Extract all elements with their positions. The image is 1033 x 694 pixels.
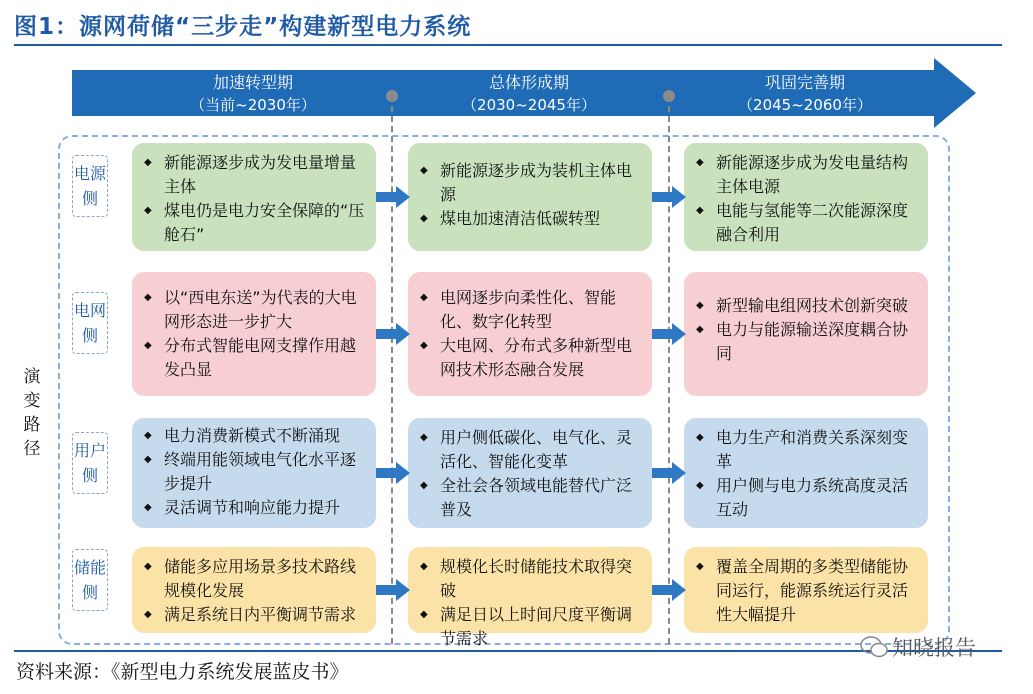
phase-2-period: （2030~2045年） xyxy=(462,96,596,114)
cell-grid-phase3 xyxy=(684,272,928,396)
list-item: ◆ 储能多应用场景多技术路线规模化发展 xyxy=(144,555,366,603)
list-item: ◆ 以“西电东送”为代表的大电网形态进一步扩大 xyxy=(144,286,366,334)
list-item: ◆ 新能源逐步成为发电量结构主体电源 xyxy=(696,151,918,199)
cell-grid-phase2 xyxy=(408,272,652,396)
arrow-right-icon xyxy=(652,462,686,484)
cell-storage-phase1 xyxy=(132,547,376,633)
list-item: ◆ 满足日以上时间尺度平衡调节需求 xyxy=(420,603,642,651)
arrow-right-icon xyxy=(652,323,686,345)
source-note: 资料来源：《新型电力系统发展蓝皮书》 xyxy=(16,661,349,683)
phase-2 xyxy=(404,72,654,116)
list-item: ◆ 分布式智能电网支撑作用越发凸显 xyxy=(144,334,366,382)
watermark: 知晓报告 xyxy=(892,636,976,660)
list-item: ◆ 终端用能领域电气化水平逐步提升 xyxy=(144,448,366,496)
list-item: ◆ 覆盖全周期的多类型储能协同运行，能源系统运行灵活性大幅提升 xyxy=(696,555,918,627)
arrow-right-icon xyxy=(376,186,410,208)
phase-3-name: 巩固完善期 xyxy=(764,73,845,92)
list-item: ◆ 规模化长时储能技术取得突破 xyxy=(420,555,642,603)
phase-divider-1 xyxy=(391,96,393,644)
row-label-grid: 电网侧 xyxy=(72,292,108,354)
list-item: ◆ 电力消费新模式不断涌现 xyxy=(144,424,366,448)
arrow-right-icon xyxy=(376,323,410,345)
phase-1 xyxy=(128,72,378,116)
cell-source-phase2 xyxy=(408,143,652,251)
cell-user-phase3 xyxy=(684,418,928,528)
cell-source-phase3 xyxy=(684,143,928,251)
phase-2-name: 总体形成期 xyxy=(488,73,569,92)
list-item: ◆ 满足系统日内平衡调节需求 xyxy=(144,603,366,627)
arrow-right-icon xyxy=(652,186,686,208)
phase-3-period: （2045~2060年） xyxy=(738,96,872,114)
list-item: ◆ 用户侧低碳化、电气化、灵活化、智能化变革 xyxy=(420,426,642,474)
list-item: ◆ 电能与氢能等二次能源深度融合利用 xyxy=(696,199,918,247)
wechat-icon xyxy=(860,636,888,658)
cell-user-phase2 xyxy=(408,418,652,528)
phase-1-name: 加速转型期 xyxy=(212,73,293,92)
list-item: ◆ 电力与能源输送深度耦合协同 xyxy=(696,318,918,366)
cell-storage-phase3 xyxy=(684,547,928,633)
evolution-path-label: 演变路径 xyxy=(23,367,41,459)
phase-divider-2 xyxy=(668,96,670,644)
title-rule xyxy=(14,44,1002,46)
arrow-right-icon xyxy=(376,579,410,601)
cell-storage-phase2 xyxy=(408,547,652,648)
list-item: ◆ 电网逐步向柔性化、智能化、数字化转型 xyxy=(420,286,642,334)
arrow-right-icon xyxy=(376,462,410,484)
list-item: ◆ 煤电加速清洁低碳转型 xyxy=(420,207,642,231)
cell-grid-phase1 xyxy=(132,272,376,396)
phase-3 xyxy=(680,72,930,116)
list-item: ◆ 新型输电组网技术创新突破 xyxy=(696,294,918,318)
list-item: ◆ 新能源逐步成为装机主体电源 xyxy=(420,159,642,207)
figure-title: 图1：源网荷储“三步走”构建新型电力系统 xyxy=(14,14,472,40)
row-label-storage: 储能侧 xyxy=(72,549,108,611)
cell-source-phase1 xyxy=(132,143,376,251)
list-item: ◆ 灵活调节和响应能力提升 xyxy=(144,496,366,520)
arrow-right-icon xyxy=(652,579,686,601)
footer-rule xyxy=(14,650,1002,652)
row-label-user: 用户侧 xyxy=(72,432,108,494)
list-item: ◆ 煤电仍是电力安全保障的“压舱石” xyxy=(144,199,366,247)
list-item: ◆ 全社会各领域电能替代广泛普及 xyxy=(420,474,642,522)
cell-user-phase1 xyxy=(132,418,376,528)
list-item: ◆ 电力生产和消费关系深刻变革 xyxy=(696,426,918,474)
row-label-source: 电源侧 xyxy=(72,155,108,217)
phase-1-period: （当前~2030年） xyxy=(190,96,316,114)
list-item: ◆ 用户侧与电力系统高度灵活互动 xyxy=(696,474,918,522)
list-item: ◆ 大电网、分布式多种新型电网技术形态融合发展 xyxy=(420,334,642,382)
list-item: ◆ 新能源逐步成为发电量增量主体 xyxy=(144,151,366,199)
